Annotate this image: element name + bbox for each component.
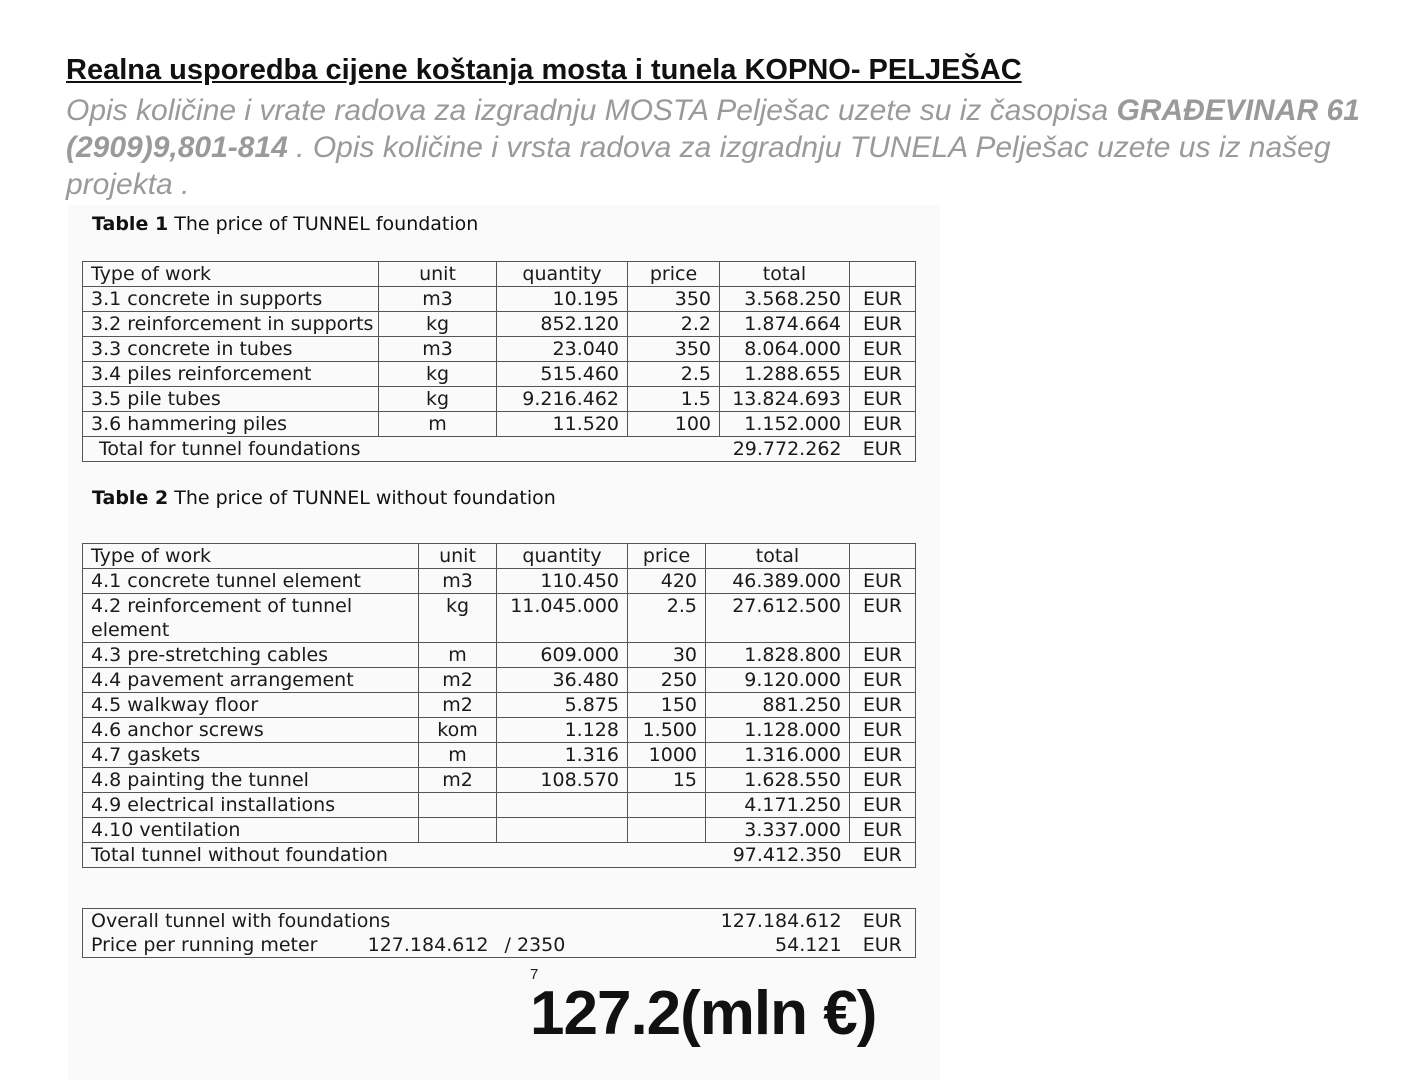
cell-quantity: 36.480 <box>497 668 628 693</box>
header-price: price <box>628 544 706 569</box>
per-meter-divisor: / 2350 <box>504 934 566 956</box>
cell-quantity: 10.195 <box>497 287 628 312</box>
table2-header-row <box>83 544 916 569</box>
cell-unit: kg <box>419 594 497 643</box>
page-title: Realna usporedba cijene koštanja mosta i tunela KOPNO- PELJEŠAC <box>66 54 1022 86</box>
big-total-label: 127.2(mln €) <box>530 979 877 1048</box>
per-meter-label: Price per running meter <box>91 934 318 956</box>
table-row <box>83 768 916 793</box>
table-row <box>83 569 916 594</box>
table-row <box>83 668 916 693</box>
table-row <box>83 793 916 818</box>
table-row <box>83 693 916 718</box>
cell-currency: EUR <box>850 569 916 594</box>
table-row <box>83 287 916 312</box>
cell-total: 3.337.000 <box>706 818 850 843</box>
header-total: total <box>720 262 850 287</box>
header-unit: unit <box>419 544 497 569</box>
cell-unit <box>419 818 497 843</box>
cell-total: 881.250 <box>706 693 850 718</box>
cell-price: 250 <box>628 668 706 693</box>
cell-type: 3.4 piles reinforcement <box>83 362 379 387</box>
cell-total: 9.120.000 <box>706 668 850 693</box>
cell-type: 3.2 reinforcement in supports <box>83 312 379 337</box>
cell-total: 1.628.550 <box>706 768 850 793</box>
table-row <box>83 594 916 643</box>
table-row <box>83 718 916 743</box>
cell-type: 3.6 hammering piles <box>83 412 379 437</box>
total-currency: EUR <box>850 843 916 868</box>
cell-unit: m2 <box>419 693 497 718</box>
cell-currency: EUR <box>850 387 916 412</box>
cell-unit <box>419 793 497 818</box>
table2-tunnel-without-foundation <box>82 543 916 868</box>
cell-type: 3.5 pile tubes <box>83 387 379 412</box>
cell-unit: m <box>419 743 497 768</box>
page-number: 7 <box>530 966 539 983</box>
cell-quantity: 609.000 <box>497 643 628 668</box>
cell-currency: EUR <box>850 768 916 793</box>
per-meter-numerator: 127.184.612 <box>367 934 489 956</box>
table-row <box>83 743 916 768</box>
cell-price <box>628 793 706 818</box>
cell-currency: EUR <box>850 668 916 693</box>
cell-price: 1.5 <box>628 387 720 412</box>
cell-unit: kg <box>379 362 497 387</box>
header-quantity: quantity <box>497 544 628 569</box>
cell-total: 1.828.800 <box>706 643 850 668</box>
cell-quantity: 11.520 <box>497 412 628 437</box>
table1-caption: Table 1 The price of TUNNEL foundation <box>92 213 479 235</box>
intro-paragraph <box>66 92 1366 203</box>
cell-quantity: 1.128 <box>497 718 628 743</box>
cell-currency: EUR <box>850 818 916 843</box>
table-row <box>83 337 916 362</box>
cell-total: 4.171.250 <box>706 793 850 818</box>
table1-total-row <box>83 437 916 462</box>
cell-type: 4.8 painting the tunnel <box>83 768 419 793</box>
cell-price: 2.2 <box>628 312 720 337</box>
cell-currency: EUR <box>850 643 916 668</box>
summary-box <box>82 908 916 958</box>
cell-unit: m2 <box>419 768 497 793</box>
cell-currency: EUR <box>850 693 916 718</box>
cell-type: 4.10 ventilation <box>83 818 419 843</box>
cell-quantity: 110.450 <box>497 569 628 594</box>
overall-label: Overall tunnel with foundations <box>91 910 391 932</box>
cell-type: 4.1 concrete tunnel element <box>83 569 419 594</box>
table2-total-row <box>83 843 916 868</box>
cell-price <box>628 818 706 843</box>
cell-unit: kg <box>379 312 497 337</box>
cell-price: 1000 <box>628 743 706 768</box>
cell-quantity: 5.875 <box>497 693 628 718</box>
cell-total: 8.064.000 <box>720 337 850 362</box>
cell-total: 3.568.250 <box>720 287 850 312</box>
cell-unit: kg <box>379 387 497 412</box>
cell-total: 27.612.500 <box>706 594 850 643</box>
cell-currency: EUR <box>850 743 916 768</box>
cell-total: 46.389.000 <box>706 569 850 594</box>
intro-text-1: Opis količine i vrate radova za izgradnju MOSTA Pelješac uzete su iz časopisa <box>66 94 1117 127</box>
total-label: Total for tunnel foundations <box>83 437 720 462</box>
cell-type: 4.4 pavement arrangement <box>83 668 419 693</box>
cell-total: 1.874.664 <box>720 312 850 337</box>
cell-quantity: 1.316 <box>497 743 628 768</box>
cell-total: 1.128.000 <box>706 718 850 743</box>
cell-unit: kom <box>419 718 497 743</box>
cell-unit: m <box>419 643 497 668</box>
cell-quantity: 9.216.462 <box>497 387 628 412</box>
cell-quantity: 11.045.000 <box>497 594 628 643</box>
table-row <box>83 643 916 668</box>
per-meter-value: 54.121 <box>775 934 842 956</box>
header-currency <box>850 262 916 287</box>
cell-price: 420 <box>628 569 706 594</box>
cell-unit: m3 <box>379 337 497 362</box>
table-row <box>83 362 916 387</box>
cell-quantity: 108.570 <box>497 768 628 793</box>
cell-total: 13.824.693 <box>720 387 850 412</box>
table1-tunnel-foundation <box>82 261 916 462</box>
intro-text-2: . Opis količine i vrsta radova za izgradnju TUNELA Pelješac uzete us iz našeg projekta . <box>66 131 1331 201</box>
cell-type: 3.3 concrete in tubes <box>83 337 379 362</box>
table-row <box>83 412 916 437</box>
summary-per-meter-row <box>83 933 916 958</box>
cell-price: 30 <box>628 643 706 668</box>
cell-type: 4.2 reinforcement of tunnel element <box>83 594 419 643</box>
cell-currency: EUR <box>850 793 916 818</box>
total-value: 29.772.262 <box>720 437 850 462</box>
cell-price: 1.500 <box>628 718 706 743</box>
cell-price: 350 <box>628 287 720 312</box>
cell-unit: m3 <box>419 569 497 594</box>
total-value: 97.412.350 <box>706 843 850 868</box>
table2-caption: Table 2 The price of TUNNEL without foundation <box>92 487 556 509</box>
header-unit: unit <box>379 262 497 287</box>
total-label: Total tunnel without foundation <box>83 843 706 868</box>
total-currency: EUR <box>850 437 916 462</box>
cell-quantity <box>497 793 628 818</box>
cell-currency: EUR <box>850 362 916 387</box>
header-price: price <box>628 262 720 287</box>
cell-quantity: 23.040 <box>497 337 628 362</box>
cell-total: 1.288.655 <box>720 362 850 387</box>
cell-price: 150 <box>628 693 706 718</box>
cell-total: 1.316.000 <box>706 743 850 768</box>
cell-price: 2.5 <box>628 362 720 387</box>
cell-type: 4.3 pre-stretching cables <box>83 643 419 668</box>
cell-unit: m3 <box>379 287 497 312</box>
table-row <box>83 312 916 337</box>
header-type-of-work: Type of work <box>83 544 419 569</box>
cell-type: 4.9 electrical installations <box>83 793 419 818</box>
cell-price: 15 <box>628 768 706 793</box>
intro-source-reference: GRAĐEVINAR 61 (2909)9,801-814 <box>66 94 1360 164</box>
cell-price: 2.5 <box>628 594 706 643</box>
table-row <box>83 818 916 843</box>
per-meter-currency: EUR <box>862 934 902 956</box>
cell-unit: m2 <box>419 668 497 693</box>
overall-value: 127.184.612 <box>720 910 842 932</box>
overall-currency: EUR <box>862 910 902 932</box>
summary-overall-row <box>83 909 916 934</box>
cell-currency: EUR <box>850 337 916 362</box>
header-total: total <box>706 544 850 569</box>
cell-quantity: 852.120 <box>497 312 628 337</box>
cell-type: 4.5 walkway floor <box>83 693 419 718</box>
header-quantity: quantity <box>497 262 628 287</box>
cell-total: 1.152.000 <box>720 412 850 437</box>
cell-currency: EUR <box>850 594 916 643</box>
cell-quantity: 515.460 <box>497 362 628 387</box>
header-type-of-work: Type of work <box>83 262 379 287</box>
cell-type: 4.7 gaskets <box>83 743 419 768</box>
cell-price: 100 <box>628 412 720 437</box>
cell-currency: EUR <box>850 312 916 337</box>
table1-header-row <box>83 262 916 287</box>
table-row <box>83 387 916 412</box>
cell-currency: EUR <box>850 718 916 743</box>
cell-unit: m <box>379 412 497 437</box>
header-currency <box>850 544 916 569</box>
cell-price: 350 <box>628 337 720 362</box>
cell-quantity <box>497 818 628 843</box>
cell-type: 4.6 anchor screws <box>83 718 419 743</box>
cell-currency: EUR <box>850 412 916 437</box>
cell-currency: EUR <box>850 287 916 312</box>
cell-type: 3.1 concrete in supports <box>83 287 379 312</box>
